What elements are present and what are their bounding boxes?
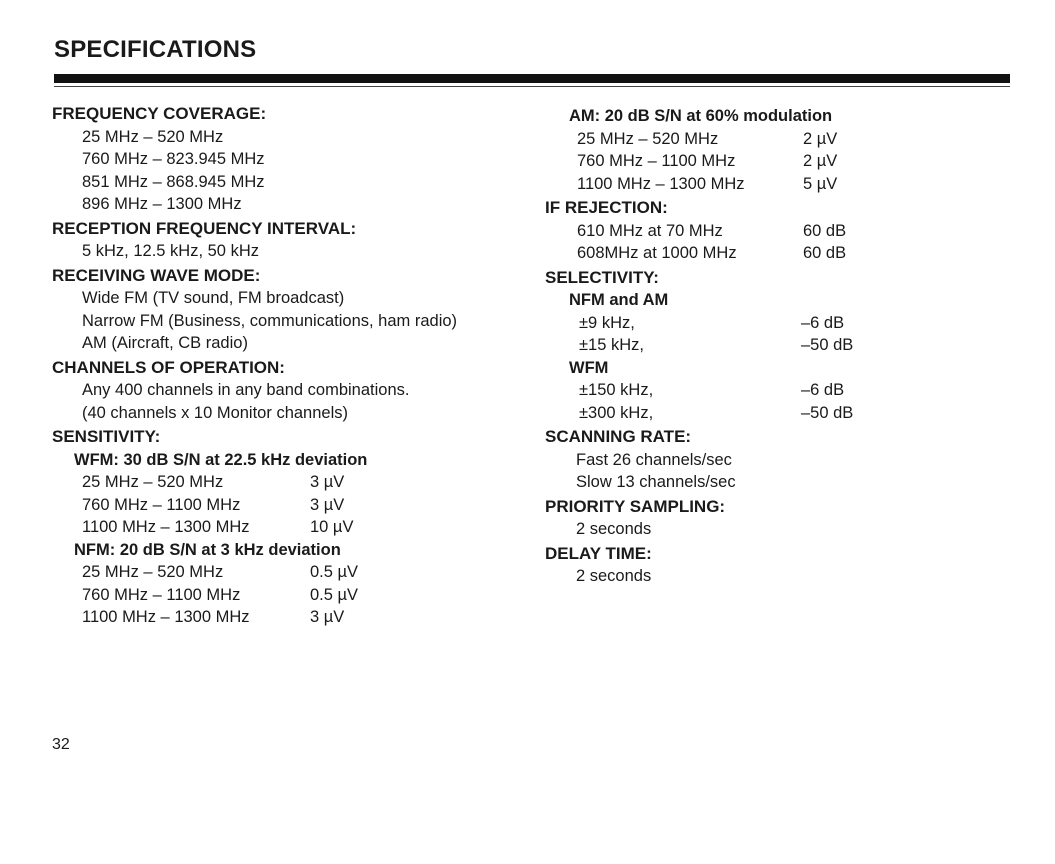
spec-row	[545, 312, 1015, 335]
spec-row	[545, 242, 1015, 265]
spec-label: 25 MHz – 520 MHz	[577, 129, 719, 148]
frequency-range: 851 MHz – 868.945 MHz	[82, 172, 265, 191]
spec-label: 25 MHz – 520 MHz	[82, 563, 224, 581]
spec-label: 25 MHz – 520 MHz	[82, 473, 224, 491]
spec-value: 60 dB	[803, 221, 847, 240]
spec-row	[545, 334, 1015, 357]
sensitivity-heading: SENSITIVITY:	[52, 427, 161, 446]
nfm-sensitivity-subheading: NFM: 20 dB S/N at 3 kHz deviation	[74, 540, 341, 559]
title-rule	[54, 74, 1010, 83]
spec-value: 0.5 µV	[310, 585, 359, 604]
priority-sampling-value: 2 seconds	[576, 520, 652, 538]
spec-row	[545, 379, 1015, 402]
wave-mode-heading: RECEIVING WAVE MODE:	[52, 265, 261, 285]
spec-row	[52, 516, 522, 539]
frequency-range: 25 MHz – 520 MHz	[82, 127, 224, 146]
spec-label: 760 MHz – 1100 MHz	[82, 495, 241, 514]
spec-row	[545, 402, 1015, 425]
reception-interval-value: 5 kHz, 12.5 kHz, 50 kHz	[82, 242, 259, 260]
title-rule-thin	[54, 86, 1010, 87]
selectivity-heading: SELECTIVITY:	[545, 267, 659, 287]
spec-row	[52, 561, 522, 584]
spec-label: 1100 MHz – 1300 MHz	[82, 518, 250, 536]
spec-row	[52, 494, 522, 517]
reception-interval-heading: RECEPTION FREQUENCY INTERVAL:	[52, 218, 357, 238]
spec-label: 1100 MHz – 1300 MHz	[577, 174, 745, 193]
channels-heading: CHANNELS OF OPERATION:	[52, 357, 285, 377]
wfm-selectivity-subheading: WFM	[569, 358, 609, 377]
spec-row	[545, 220, 1015, 243]
spec-value: –6 dB	[801, 381, 845, 399]
spec-label: 610 MHz at 70 MHz	[577, 221, 723, 240]
spec-label: ±150 kHz,	[579, 381, 654, 399]
channels-item: Any 400 channels in any band combinations.	[82, 381, 410, 399]
spec-value: –50 dB	[801, 403, 854, 422]
spec-value: 3 µV	[310, 495, 345, 514]
frequency-range: 760 MHz – 823.945 MHz	[82, 150, 265, 168]
delay-time-value: 2 seconds	[576, 567, 652, 585]
frequency-coverage-heading: FREQUENCY COVERAGE:	[52, 104, 267, 123]
spec-value: 0.5 µV	[310, 563, 359, 581]
spec-row	[52, 584, 522, 607]
spec-label: ±15 kHz,	[579, 336, 644, 354]
right-column	[545, 105, 1015, 588]
wave-mode-item: AM (Aircraft, CB radio)	[82, 334, 248, 352]
wfm-sensitivity-subheading: WFM: 30 dB S/N at 22.5 kHz deviation	[74, 450, 368, 469]
spec-label: 760 MHz – 1100 MHz	[82, 585, 241, 604]
spec-value: –6 dB	[801, 313, 845, 332]
page-number: 32	[52, 736, 70, 753]
scanning-rate-item: Fast 26 channels/sec	[576, 450, 732, 469]
spec-label: ±9 kHz,	[579, 313, 635, 332]
spec-value: 60 dB	[803, 244, 847, 262]
spec-row	[545, 150, 1015, 173]
left-column	[52, 101, 522, 629]
nfm-am-subheading: NFM and AM	[569, 291, 669, 309]
delay-time-heading: DELAY TIME:	[545, 543, 652, 563]
if-rejection-heading: IF REJECTION:	[545, 198, 668, 217]
page-title: SPECIFICATIONS	[54, 36, 257, 63]
wave-mode-item: Narrow FM (Business, communications, ham radio)	[82, 311, 458, 330]
spec-value: 5 µV	[803, 174, 838, 193]
wave-mode-item: Wide FM (TV sound, FM broadcast)	[82, 289, 345, 307]
spec-row	[545, 128, 1015, 151]
spec-label: 608MHz at 1000 MHz	[577, 244, 737, 262]
spec-label: ±300 kHz,	[579, 403, 654, 422]
spec-label: 1100 MHz – 1300 MHz	[82, 608, 250, 626]
spec-row	[52, 471, 522, 494]
scanning-rate-heading: SCANNING RATE:	[545, 427, 692, 446]
spec-value: 3 µV	[310, 608, 345, 626]
frequency-range: 896 MHz – 1300 MHz	[82, 195, 242, 213]
spec-row	[52, 606, 522, 629]
spec-value: 10 µV	[310, 518, 354, 536]
scanning-rate-item: Slow 13 channels/sec	[576, 473, 736, 491]
spec-value: 2 µV	[803, 152, 838, 170]
spec-value: 2 µV	[803, 129, 838, 148]
am-sensitivity-subheading: AM: 20 dB S/N at 60% modulation	[569, 107, 833, 125]
priority-sampling-heading: PRIORITY SAMPLING:	[545, 496, 726, 516]
spec-value: –50 dB	[801, 336, 854, 354]
spec-row	[545, 173, 1015, 196]
spec-label: 760 MHz – 1100 MHz	[577, 152, 736, 170]
spec-value: 3 µV	[310, 473, 345, 491]
channels-item: (40 channels x 10 Monitor channels)	[82, 403, 348, 422]
